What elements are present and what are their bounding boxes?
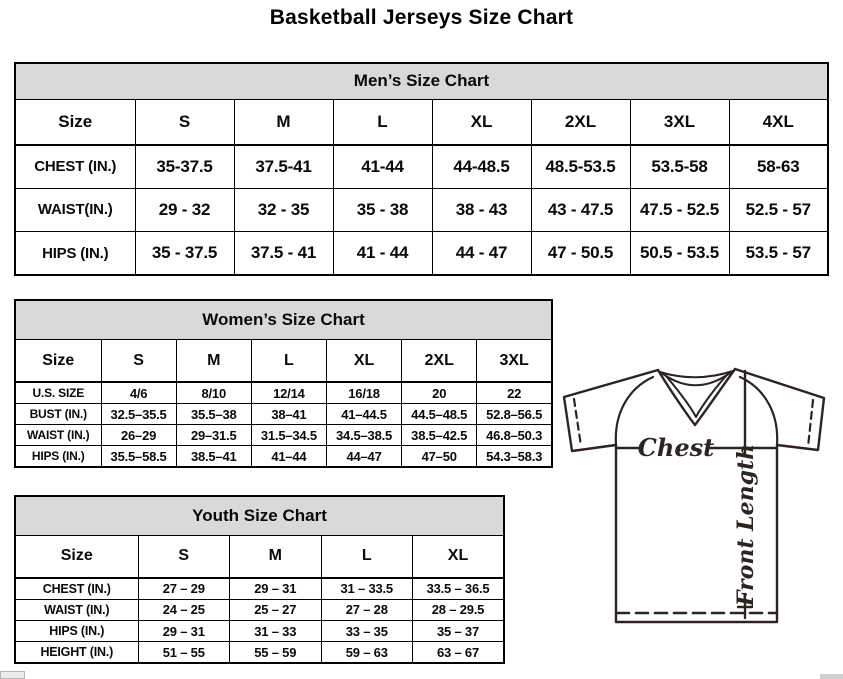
size-value-cell: 12/14: [251, 382, 326, 403]
jersey-outline: [564, 369, 824, 622]
size-value-cell: 25 – 27: [230, 599, 322, 620]
mens-table: [14, 62, 829, 276]
column-header: S: [135, 99, 234, 144]
youth-size-chart-table: [14, 495, 505, 664]
size-value-cell: 38–41: [251, 404, 326, 425]
column-header: Size: [15, 535, 138, 578]
womens-size-chart-table: [14, 299, 553, 468]
row-label: HIPS (IN.): [15, 232, 135, 275]
size-value-cell: 31 – 33.5: [321, 578, 413, 599]
womens-table: [14, 299, 553, 468]
column-header: 4XL: [729, 99, 828, 144]
jersey-measurement-diagram: [555, 355, 843, 679]
size-value-cell: 41 - 44: [333, 232, 432, 275]
size-value-cell: 52.5 - 57: [729, 188, 828, 231]
size-value-cell: 43 - 47.5: [531, 188, 630, 231]
size-value-cell: 28 – 29.5: [413, 599, 505, 620]
size-value-cell: 29 – 31: [230, 578, 322, 599]
size-value-cell: 41–44.5: [326, 404, 401, 425]
row-label: HIPS (IN.): [15, 446, 101, 467]
size-value-cell: 35.5–58.5: [101, 446, 176, 467]
row-label: BUST (IN.): [15, 404, 101, 425]
size-value-cell: 16/18: [326, 382, 401, 403]
size-value-cell: 48.5-53.5: [531, 145, 630, 188]
page-title: Basketball Jerseys Size Chart: [269, 6, 574, 29]
size-value-cell: 44-48.5: [432, 145, 531, 188]
column-header: L: [321, 535, 413, 578]
size-value-cell: 26–29: [101, 425, 176, 446]
size-value-cell: 38 - 43: [432, 188, 531, 231]
size-value-cell: 35 - 38: [333, 188, 432, 231]
column-header: Size: [15, 339, 101, 382]
size-value-cell: 34.5–38.5: [326, 425, 401, 446]
column-header: XL: [326, 339, 401, 382]
size-value-cell: 29–31.5: [176, 425, 251, 446]
youth-table-title: Youth Size Chart: [15, 496, 504, 535]
size-value-cell: 24 – 25: [138, 599, 230, 620]
front-length-label: Front Length: [733, 443, 759, 607]
size-value-cell: 53.5-58: [630, 145, 729, 188]
size-value-cell: 22: [477, 382, 552, 403]
size-value-cell: 38.5–41: [176, 446, 251, 467]
size-value-cell: 46.8–50.3: [477, 425, 552, 446]
column-header: Size: [15, 99, 135, 144]
men-table-title: Men’s Size Chart: [15, 63, 828, 99]
mens-size-chart-table: [14, 62, 829, 276]
size-value-cell: 55 – 59: [230, 642, 322, 663]
size-value-cell: 32.5–35.5: [101, 404, 176, 425]
size-value-cell: 37.5-41: [234, 145, 333, 188]
size-value-cell: 47–50: [402, 446, 477, 467]
size-value-cell: 41–44: [251, 446, 326, 467]
size-value-cell: 27 – 28: [321, 599, 413, 620]
size-value-cell: 37.5 - 41: [234, 232, 333, 275]
column-header: L: [333, 99, 432, 144]
scrollbar-fragment-left: [0, 671, 25, 679]
column-header: S: [138, 535, 230, 578]
size-value-cell: 50.5 - 53.5: [630, 232, 729, 275]
size-value-cell: 31 – 33: [230, 620, 322, 641]
size-value-cell: 44 - 47: [432, 232, 531, 275]
column-header: S: [101, 339, 176, 382]
size-value-cell: 53.5 - 57: [729, 232, 828, 275]
chest-label: Chest: [637, 433, 715, 462]
size-value-cell: 44–47: [326, 446, 401, 467]
jersey-collar-curve: [660, 371, 733, 377]
size-value-cell: 31.5–34.5: [251, 425, 326, 446]
size-value-cell: 33.5 – 36.5: [413, 578, 505, 599]
size-value-cell: 27 – 29: [138, 578, 230, 599]
size-value-cell: 35-37.5: [135, 145, 234, 188]
size-value-cell: 32 - 35: [234, 188, 333, 231]
size-value-cell: 58-63: [729, 145, 828, 188]
size-value-cell: 44.5–48.5: [402, 404, 477, 425]
row-label: CHEST (IN.): [15, 578, 138, 599]
column-header: 3XL: [630, 99, 729, 144]
jersey-cuff-dash: [808, 400, 813, 447]
size-value-cell: 35 – 37: [413, 620, 505, 641]
column-header: L: [251, 339, 326, 382]
row-label: U.S. SIZE: [15, 382, 101, 403]
column-header: XL: [413, 535, 505, 578]
size-value-cell: 29 - 32: [135, 188, 234, 231]
column-header: M: [176, 339, 251, 382]
row-label: WAIST (IN.): [15, 599, 138, 620]
size-value-cell: 35 - 37.5: [135, 232, 234, 275]
row-label: WAIST (IN.): [15, 425, 101, 446]
row-label: WAIST(IN.): [15, 188, 135, 231]
size-value-cell: 4/6: [101, 382, 176, 403]
column-header: 2XL: [402, 339, 477, 382]
size-value-cell: 35.5–38: [176, 404, 251, 425]
size-value-cell: 47.5 - 52.5: [630, 188, 729, 231]
size-value-cell: 38.5–42.5: [402, 425, 477, 446]
column-header: 2XL: [531, 99, 630, 144]
size-value-cell: 52.8–56.5: [477, 404, 552, 425]
column-header: M: [234, 99, 333, 144]
women-table-title: Women’s Size Chart: [15, 300, 552, 339]
size-value-cell: 20: [402, 382, 477, 403]
youth-table: [14, 495, 505, 664]
row-label: HEIGHT (IN.): [15, 642, 138, 663]
size-value-cell: 47 - 50.5: [531, 232, 630, 275]
column-header: XL: [432, 99, 531, 144]
size-value-cell: 41-44: [333, 145, 432, 188]
size-value-cell: 59 – 63: [321, 642, 413, 663]
size-value-cell: 8/10: [176, 382, 251, 403]
size-value-cell: 63 – 67: [413, 642, 505, 663]
row-label: HIPS (IN.): [15, 620, 138, 641]
scrollbar-fragment-right: [820, 674, 843, 679]
jersey-cuff-dash: [574, 399, 581, 446]
size-value-cell: 51 – 55: [138, 642, 230, 663]
row-label: CHEST (IN.): [15, 145, 135, 188]
column-header: 3XL: [477, 339, 552, 382]
column-header: M: [230, 535, 322, 578]
size-value-cell: 33 – 35: [321, 620, 413, 641]
size-value-cell: 29 – 31: [138, 620, 230, 641]
size-value-cell: 54.3–58.3: [477, 446, 552, 467]
